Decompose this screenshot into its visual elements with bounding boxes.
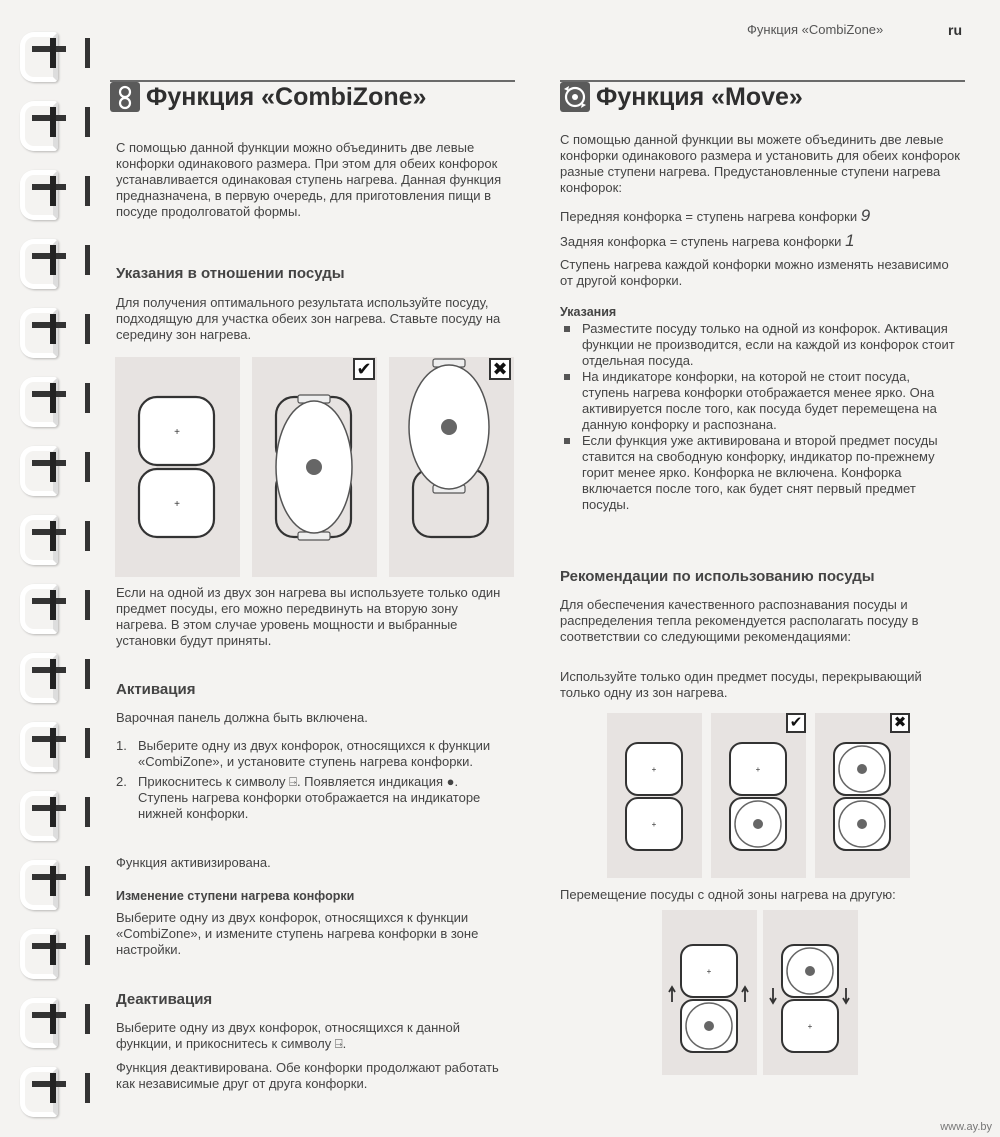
hob-figure-move-down [763,910,858,1075]
svg-text:+: + [651,765,657,774]
change-heading: Изменение ступени нагрева конфорки [116,889,355,903]
recommendations-heading: Рекомендации по использованию посуды [560,568,875,585]
note-item: Разместите посуду только на одной из конфорок. Активация функции не производится, если на каждой из конфорок стоит отдельная посуда. [560,321,960,369]
notes-list [560,321,960,513]
svg-text:+: + [651,820,657,829]
binding-ring [20,718,75,768]
hob-figure-right-ok [711,713,806,878]
binding-ring [20,994,75,1044]
check-mark-icon: ✔ [353,358,375,380]
binding-ring [20,28,75,78]
deactivation-text: Выберите одну из двух конфорок, относящихся к данной функции, и прикоснитесь к символу ⍈. [116,1020,460,1051]
binding-ring [20,166,75,216]
binding-ring [20,97,75,147]
hob-figure-move-up [662,910,757,1075]
svg-text:+: + [174,499,180,510]
binding-ring [20,925,75,975]
activation-heading: Активация [116,681,196,698]
binding-ring [20,511,75,561]
notes-heading: Указания [560,305,617,319]
watermark: www.ay.by [940,1121,992,1133]
left-title: Функция «CombiZone» [146,83,427,111]
note-item: На индикаторе конфорки, на которой не стоит посуда, ступень нагрева конфорки отображается менее ярко. Она активируется после того, как посуда будет перемещена на данную конфорку и распознана. [560,369,960,433]
left-intro: С помощью данной функции можно объединить две левые конфорки одинакового размера. При этом для обеих конфорок устанавливается одинаковая ступень нагрева. Данная функция предназначена, в первую очередь, для приготовления пищи в посуде продолговатой формы. [116,140,502,219]
move-icon [560,82,590,112]
language-code: ru [948,22,962,38]
front-zone-line: Передняя конфорка = ступень нагрева конфорки 9 [560,206,871,225]
note-item: Если функция уже активирована и второй предмет посуды ставится на свободную конфорку, индикатор по-прежнему горит менее ярко. Конфорка не включена. Конфорка включается после того, как будет снят первый предмет посуды. [560,433,960,513]
hob-figure-right-empty [607,713,702,878]
hob-figure-right-bad [815,713,910,878]
recommendations-text-2: Используйте только один предмет посуды, перекрывающий только одну из зон нагрева. [560,669,922,700]
svg-text:+: + [706,967,712,976]
independent-text: Ступень нагрева каждой конфорки можно изменять независимо от другой конфорки. [560,257,949,288]
hob-figure-oval-bad [389,357,514,577]
binding-ring [20,235,75,285]
running-header: Функция «CombiZone» [747,22,884,37]
move-note: Если на одной из двух зон нагрева вы используете только один предмет посуды, его можно передвинуть на вторую зону нагрева. В этом случае уровень мощности и выбранные установки будут приняты. [116,585,501,648]
step-1: 1. Выберите одну из двух конфорок, относящихся к функции «CombiZone», и установите ступень нагрева конфорки. [116,738,491,769]
right-title-rule [560,80,965,82]
cross-mark-icon-2: ✖ [890,713,910,733]
svg-text:+: + [174,427,180,438]
move-caption: Перемещение посуды с одной зоны нагрева на другую: [560,887,896,902]
check-mark-icon-2: ✔ [786,713,806,733]
binding-ring [20,787,75,837]
cookware-text: Для получения оптимального результата используйте посуду, подходящую для участка обеих зон нагрева. Ставьте посуду на середину зон нагрева. [116,295,501,342]
binding-ring [20,580,75,630]
activated-text: Функция активизирована. [116,855,271,870]
change-text: Выберите одну из двух конфорок, относящихся к функции «CombiZone», и измените ступень нагрева конфорки в зоне настройки. [116,910,479,957]
right-intro: С помощью данной функции вы можете объединить две левые конфорки одинакового размера и установить для обеих конфорок разные ступени нагрева. Предустановленные ступени нагрева конфорок: [560,132,960,195]
cross-mark-icon: ✖ [489,358,511,380]
binding-ring [20,442,75,492]
binding-ring [20,373,75,423]
rear-zone-line: Задняя конфорка = ступень нагрева конфорки 1 [560,231,855,250]
spiral-binding [0,0,90,1137]
svg-text:+: + [807,1022,813,1031]
hob-figure-two-zones [115,357,240,577]
svg-text:+: + [755,765,761,774]
cookware-heading: Указания в отношении посуды [116,265,345,282]
deactivation-heading: Деактивация [116,991,213,1008]
binding-ring [20,304,75,354]
activation-steps [116,738,511,822]
left-title-rule [110,80,515,82]
combizone-icon [110,82,140,112]
binding-ring [20,1063,75,1113]
deactivation-result: Функция деактивирована. Обе конфорки продолжают работать как независимые друг от друга конфорки. [116,1060,499,1091]
binding-ring [20,856,75,906]
activation-precondition: Варочная панель должна быть включена. [116,710,368,725]
hob-figure-oval-ok [252,357,377,577]
binding-ring [20,649,75,699]
right-title: Функция «Move» [596,83,803,111]
recommendations-text: Для обеспечения качественного распознавания посуды и распределения тепла рекомендуется располагать посуду в соответствии со следующими рекомендациями: [560,597,919,644]
step-2: 2. Прикоснитесь к символу ⍈. Появляется индикация ●. Ступень нагрева конфорки отображается на индикаторе нижней конфорки. [116,774,481,821]
